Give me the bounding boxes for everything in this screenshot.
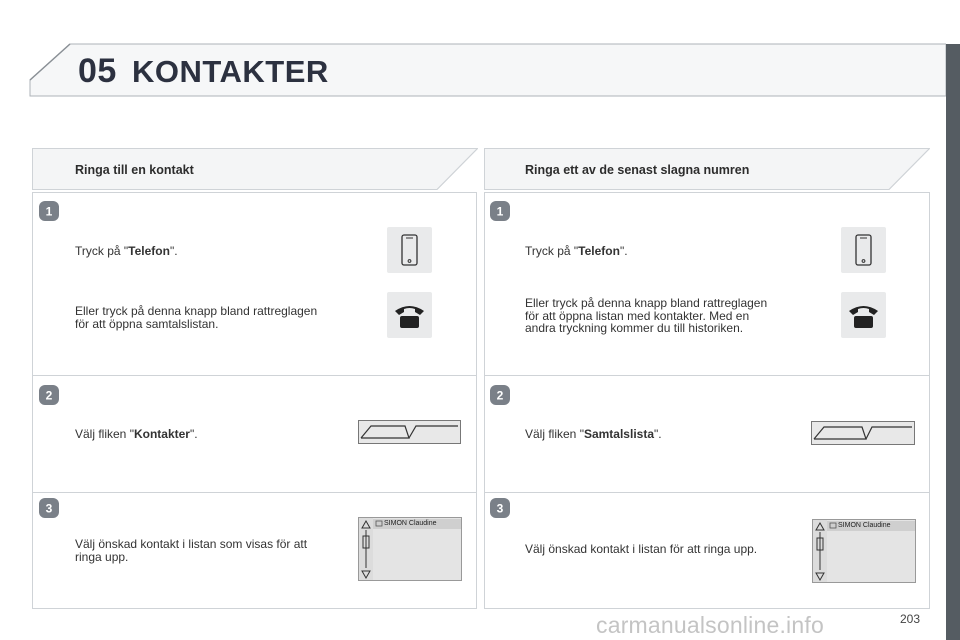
step-3-badge	[489, 497, 511, 519]
svg-text:1: 1	[496, 204, 504, 219]
right-section-title: Ringa ett av de senast slagna numren	[525, 163, 750, 177]
right-step1-text2: Eller tryck på denna knapp bland rattreglagen för att öppna listan med kontakter. Med en andra tryckning kommer du till historiken.	[525, 296, 768, 335]
right-step3-text: Välj önskad kontakt i listan för att ringa upp.	[525, 542, 758, 556]
chapter-number: 05	[78, 52, 117, 90]
page-title: KONTAKTER	[132, 54, 329, 89]
sidebar-tab	[946, 44, 960, 640]
watermark: carmanualsonline.info	[596, 612, 824, 638]
left-step2-text: Välj fliken "Kontakter".	[75, 427, 198, 441]
step-2-badge	[38, 384, 60, 406]
svg-text:1: 1	[45, 204, 53, 219]
svg-text:2: 2	[45, 388, 53, 403]
svg-text:2: 2	[496, 388, 504, 403]
tab-screen-icon	[811, 421, 915, 445]
phone-handset-icon	[841, 292, 886, 338]
right-list-entry: SIMON Claudine	[838, 522, 891, 529]
step-1-badge	[38, 200, 60, 222]
step-3-badge	[38, 497, 60, 519]
left-section-title: Ringa till en kontakt	[75, 163, 194, 177]
left-list-entry: SIMON Claudine	[384, 520, 437, 527]
right-step1-panel	[484, 192, 930, 376]
smartphone-icon	[841, 227, 886, 273]
left-step1-text2: Eller tryck på denna knapp bland rattreglagen för att öppna samtalslistan.	[75, 304, 318, 331]
phone-handset-icon	[387, 292, 432, 338]
page-number: 203	[900, 612, 921, 626]
step-1-badge	[489, 200, 511, 222]
smartphone-icon	[387, 227, 432, 273]
left-step1-panel	[32, 192, 477, 376]
svg-text:3: 3	[496, 501, 504, 516]
left-step1-text: Tryck på "Telefon".	[75, 244, 178, 258]
step-2-badge	[489, 384, 511, 406]
tab-screen-icon	[358, 420, 461, 444]
right-step2-text: Välj fliken "Samtalslista".	[525, 427, 662, 441]
right-step1-text: Tryck på "Telefon".	[525, 244, 628, 258]
svg-text:3: 3	[45, 501, 53, 516]
left-step3-text: Välj önskad kontakt i listan som visas för att ringa upp.	[75, 537, 308, 564]
